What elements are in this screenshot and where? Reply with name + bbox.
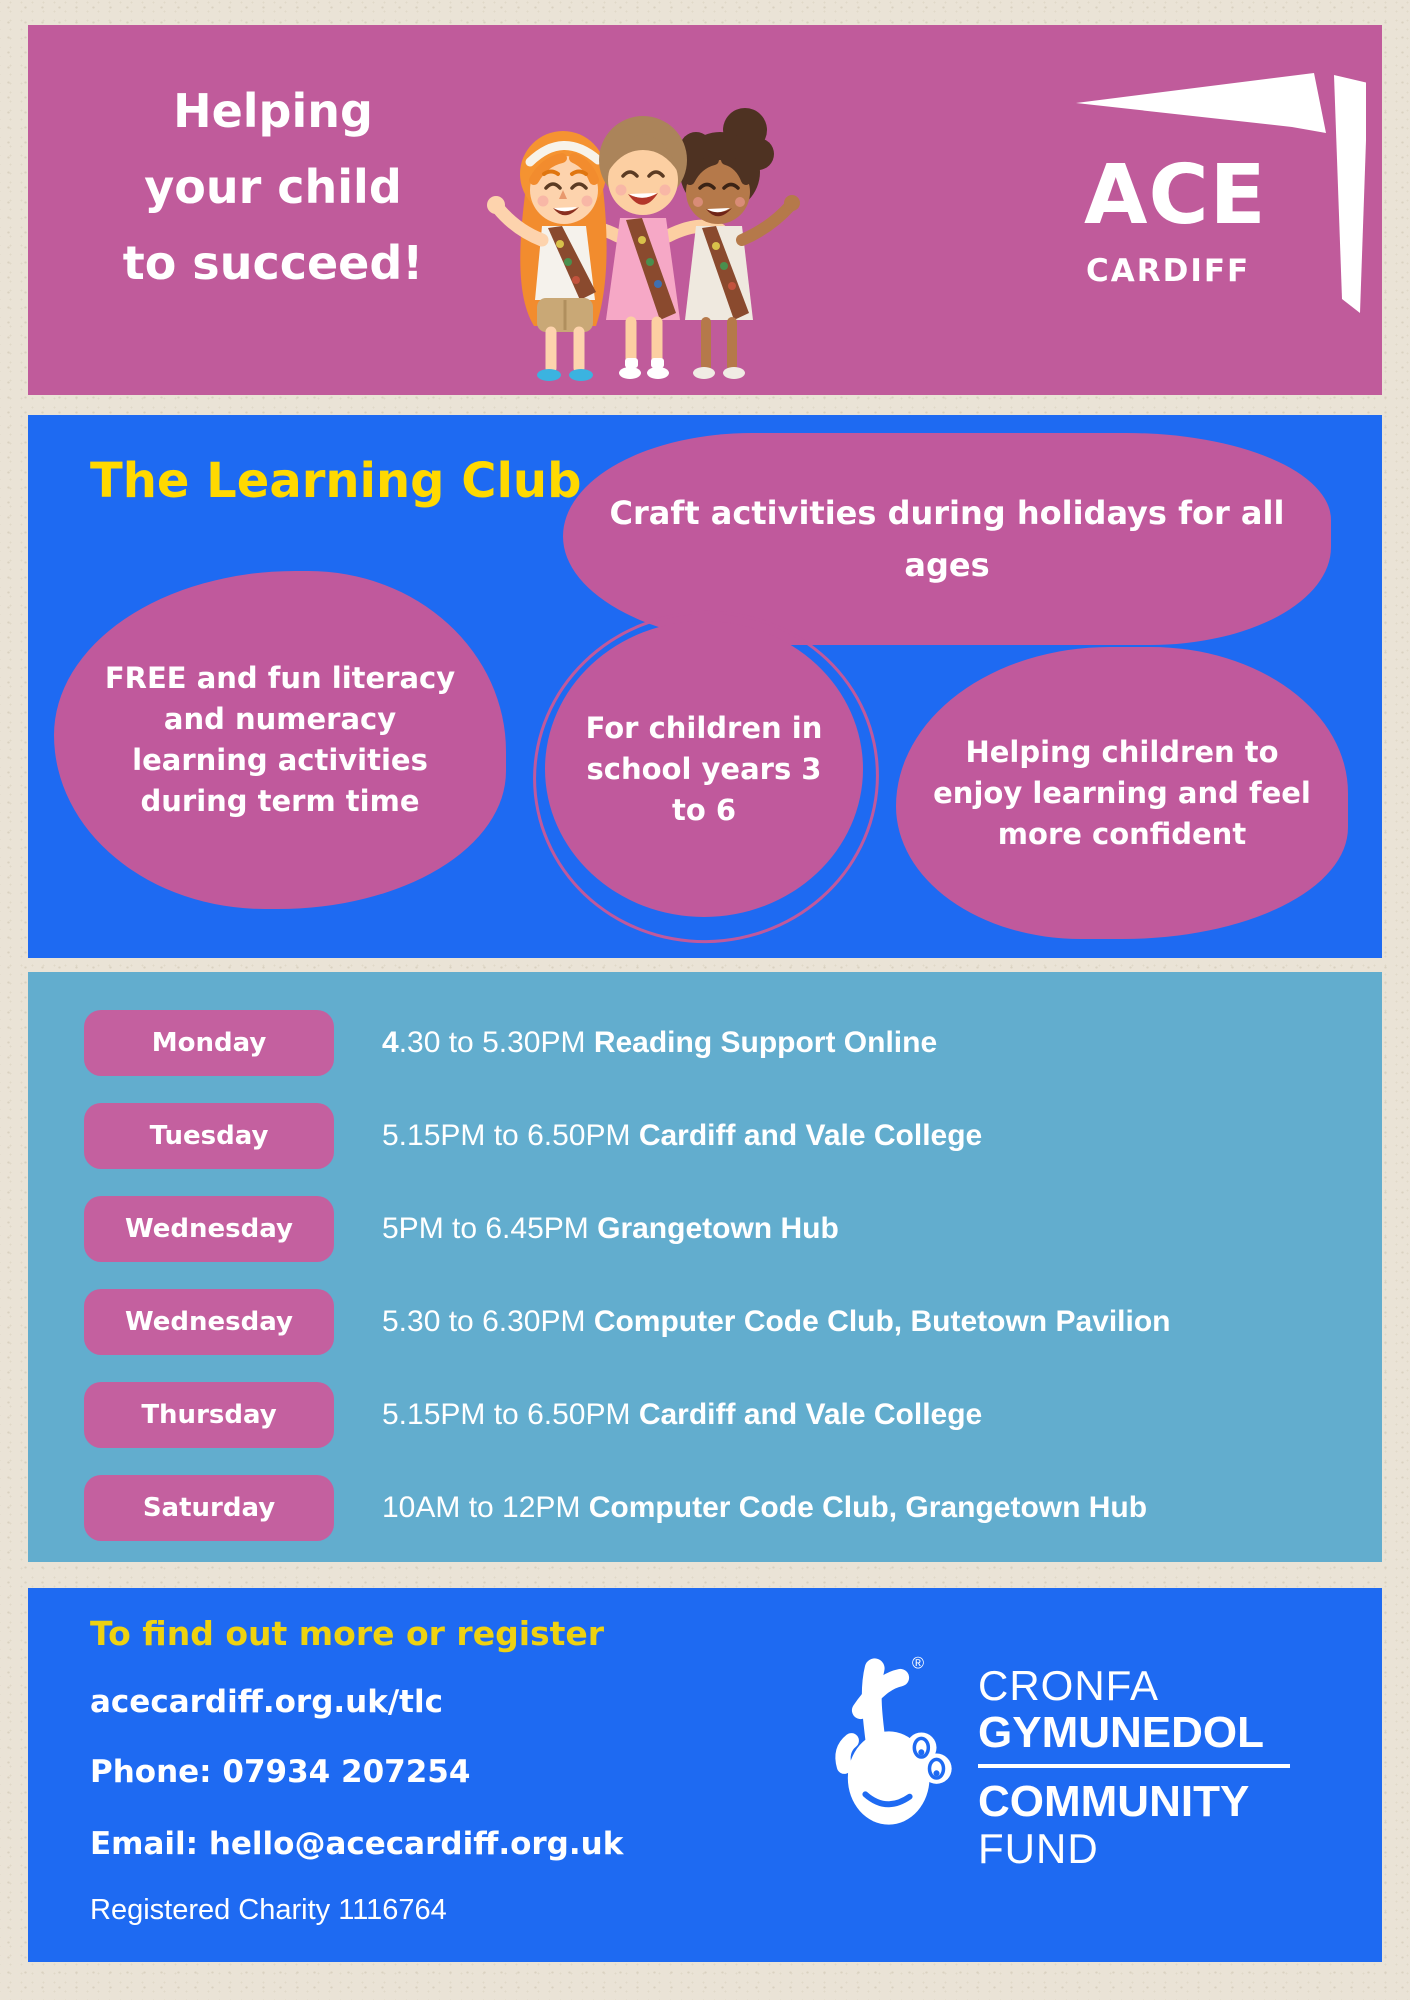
helping-children-blob bbox=[896, 647, 1348, 939]
program-title: The Learning Club bbox=[90, 453, 582, 509]
fund-line-community: COMMUNITY bbox=[978, 1777, 1250, 1826]
banner-title-line: your child bbox=[144, 160, 402, 214]
fund-line-fund: FUND bbox=[978, 1825, 1099, 1872]
age-circle-text: For children in school years 3 to 6 bbox=[585, 710, 823, 827]
row-time: 5PM to 6.45PM bbox=[382, 1212, 598, 1245]
schedule-entry bbox=[382, 1398, 982, 1432]
footer-heading: To find out more or register bbox=[90, 1614, 605, 1653]
row-time: 5.15PM to 6.50PM bbox=[382, 1119, 639, 1152]
fund-divider bbox=[978, 1764, 1290, 1768]
row-location: Cardiff and Vale College bbox=[638, 1119, 983, 1152]
helping-children-text: Helping children to enjoy learning and feel more confident bbox=[933, 734, 1311, 851]
row-location: Computer Code Club, Grangetown Hub bbox=[588, 1491, 1148, 1524]
row-location: Cardiff and Vale College bbox=[638, 1398, 983, 1431]
banner-title-line: to succeed! bbox=[122, 236, 424, 290]
children-illustration bbox=[458, 63, 818, 393]
free-activities-blob bbox=[54, 571, 506, 909]
ace-logo-city: CARDIFF bbox=[1086, 253, 1251, 289]
schedule-row bbox=[84, 1103, 982, 1169]
day-pill: Wednesday bbox=[84, 1196, 334, 1262]
schedule-row bbox=[84, 1382, 982, 1448]
ace-cardiff-logo bbox=[1056, 67, 1366, 357]
row-location: Computer Code Club, Butetown Pavilion bbox=[593, 1305, 1171, 1338]
row-time: 5.30 to 6.30PM bbox=[382, 1305, 594, 1338]
intro-section bbox=[28, 415, 1382, 958]
email-address: Email: hello@acecardiff.org.uk bbox=[90, 1826, 624, 1862]
fund-line-cronfa: CRONFA bbox=[978, 1662, 1160, 1709]
footer-section bbox=[28, 1588, 1382, 1962]
age-circle bbox=[533, 607, 881, 943]
schedule-row bbox=[84, 1196, 839, 1262]
schedule-row bbox=[84, 1289, 1170, 1355]
schedule-entry bbox=[382, 1119, 982, 1153]
schedule-entry bbox=[382, 1026, 937, 1060]
phone-number: Phone: 07934 207254 bbox=[90, 1754, 471, 1790]
registered-mark: ® bbox=[912, 1654, 925, 1673]
banner-title-line: Helping bbox=[173, 84, 373, 138]
banner-title bbox=[98, 73, 448, 301]
row-time: .30 to 5.30PM bbox=[398, 1026, 594, 1059]
community-fund-logo bbox=[828, 1636, 1348, 1926]
row-time-bold: 4 bbox=[382, 1026, 399, 1059]
schedule-entry bbox=[382, 1305, 1170, 1339]
day-pill: Saturday bbox=[84, 1475, 334, 1541]
row-time: 10AM to 12PM bbox=[382, 1491, 589, 1524]
row-location: Grangetown Hub bbox=[597, 1212, 839, 1245]
schedule-row bbox=[84, 1475, 1147, 1541]
schedule-entry bbox=[382, 1491, 1147, 1525]
charity-number: Registered Charity 1116764 bbox=[90, 1894, 447, 1926]
fund-wordmark bbox=[978, 1662, 1290, 1872]
lottery-crossed-fingers-icon bbox=[828, 1648, 968, 1838]
craft-activities-text: Craft activities during holidays for all ages bbox=[609, 494, 1285, 584]
age-circle-fill bbox=[545, 621, 863, 917]
banner-section bbox=[28, 25, 1382, 395]
day-pill: Wednesday bbox=[84, 1289, 334, 1355]
day-pill: Thursday bbox=[84, 1382, 334, 1448]
ace-logo-name: ACE bbox=[1084, 148, 1267, 243]
schedule-entry bbox=[382, 1212, 839, 1246]
free-activities-text: FREE and fun literacy and numeracy learning activities during term time bbox=[104, 661, 456, 818]
schedule-section bbox=[28, 972, 1382, 1562]
schedule-row bbox=[84, 1010, 937, 1076]
website-link: acecardiff.org.uk/tlc bbox=[90, 1684, 443, 1720]
day-pill: Tuesday bbox=[84, 1103, 334, 1169]
fund-line-gymunedol: GYMUNEDOL bbox=[978, 1708, 1264, 1757]
day-pill: Monday bbox=[84, 1010, 334, 1076]
row-location: Reading Support Online bbox=[593, 1026, 938, 1059]
row-time: 5.15PM to 6.50PM bbox=[382, 1398, 639, 1431]
